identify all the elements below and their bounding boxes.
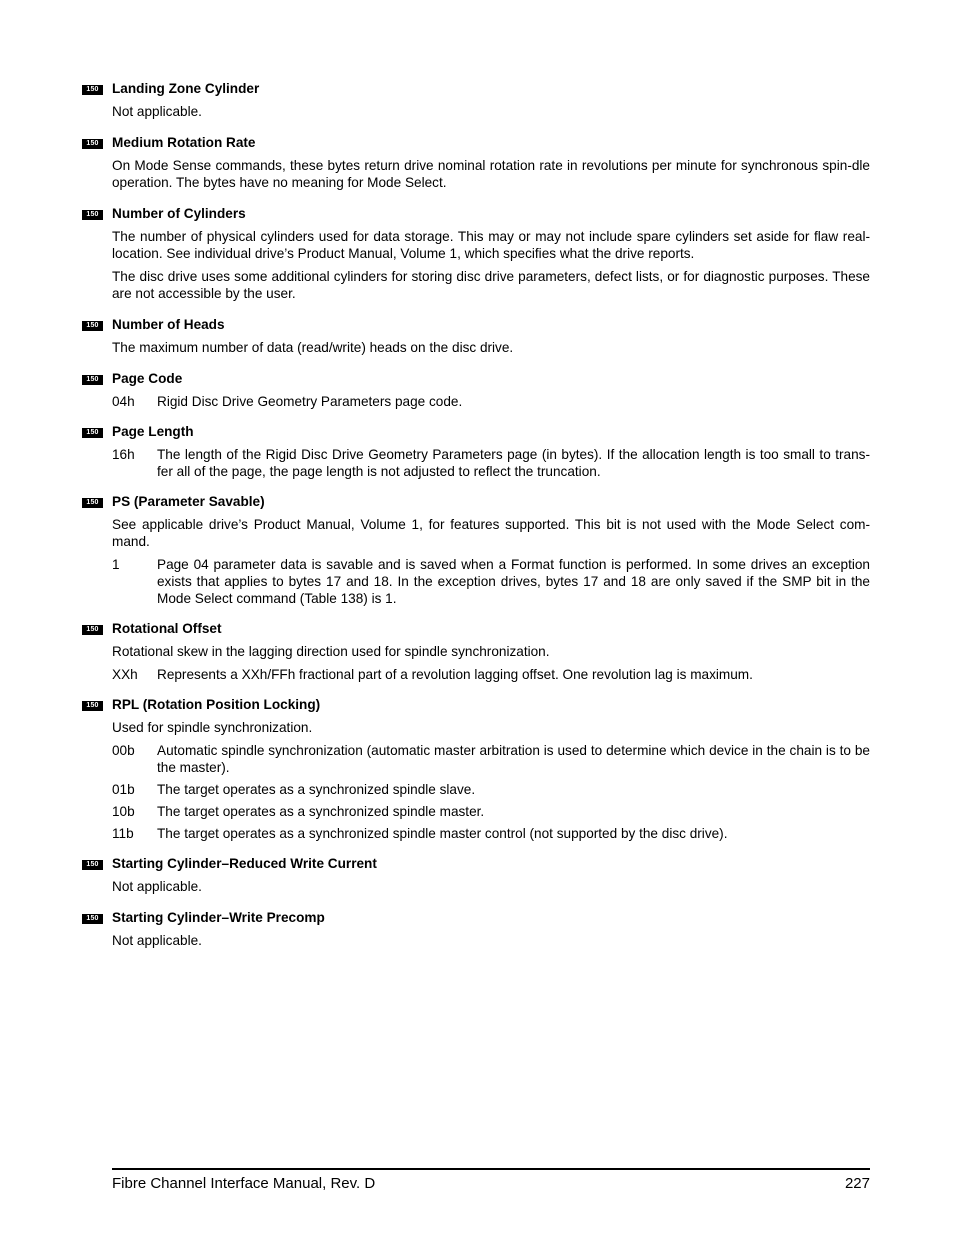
value-description: Rigid Disc Drive Geometry Parameters page code.: [157, 394, 463, 409]
page-number: 227: [844, 1175, 870, 1192]
scsi-version-badge: 150: [82, 860, 103, 870]
value-row: [112, 825, 870, 842]
footer-rule: [112, 1168, 870, 1170]
section-header: [0, 423, 954, 440]
value-description: Represents a XXh/FFh fractional part of a revolution lagging offset. One revolution lag is maximum.: [157, 667, 753, 682]
scsi-version-badge: 150: [82, 625, 103, 635]
scsi-version-badge: 150: [82, 428, 103, 438]
section-header: [0, 620, 954, 637]
footer-title: Fibre Channel Interface Manual, Rev. D: [112, 1175, 376, 1192]
paragraph: The number of physical cylinders used for data storage. This may or may not include spare cylinders set aside for flaw real-location. See individual drive’s Product Manual, Volume 1, which specifies what the drive reports.: [112, 229, 870, 261]
value-code: 11b: [112, 826, 134, 841]
section: [0, 80, 954, 134]
value-description: Page 04 parameter data is savable and is saved when a Format function is performed. In some drives an exception exists that applies to bytes 17 and 18. In the exception drives, bytes 17 and 18 are only saved if the SMP bit in the Mode Select command (Table 138) is 1.: [157, 557, 870, 606]
section-title: Starting Cylinder–Reduced Write Current: [112, 856, 377, 871]
scsi-version-badge: 150: [82, 914, 103, 924]
value-row: [112, 393, 870, 410]
section-header: [0, 909, 954, 926]
section-header: [0, 80, 954, 97]
value-description: The length of the Rigid Disc Drive Geometry Parameters page (in bytes). If the allocation length is too small to trans-fer all of the page, the page length is not adjusted to reflect the truncation.: [157, 447, 870, 479]
section: [0, 696, 954, 855]
paragraph: Not applicable.: [112, 933, 202, 948]
value-description: The target operates as a synchronized spindle slave.: [157, 782, 476, 797]
section-title: PS (Parameter Savable): [112, 494, 265, 509]
section-header: [0, 855, 954, 872]
paragraph: Used for spindle synchronization.: [112, 720, 313, 735]
section: [0, 316, 954, 370]
value-code: 01b: [112, 782, 135, 797]
value-row: [112, 742, 870, 776]
section-header: [0, 493, 954, 510]
section-header: [0, 316, 954, 333]
scsi-version-badge: 150: [82, 85, 103, 95]
scsi-version-badge: 150: [82, 498, 103, 508]
paragraph: Not applicable.: [112, 104, 202, 119]
section-title: Medium Rotation Rate: [112, 135, 256, 150]
value-code: 10b: [112, 804, 135, 819]
section-header: [0, 205, 954, 222]
value-row: [112, 556, 870, 607]
value-description: Automatic spindle synchronization (automatic master arbitration is used to determine which device in the chain is to be the master).: [157, 743, 870, 775]
section: [0, 205, 954, 316]
section-header: [0, 134, 954, 151]
section-title: Page Length: [112, 424, 194, 439]
value-row: [112, 781, 870, 798]
document-body: [0, 80, 954, 963]
section-title: Starting Cylinder–Write Precomp: [112, 910, 325, 925]
scsi-version-badge: 150: [82, 375, 103, 385]
section-title: RPL (Rotation Position Locking): [112, 697, 321, 712]
section-title: Page Code: [112, 371, 183, 386]
section-title: Number of Cylinders: [112, 206, 246, 221]
paragraph: Not applicable.: [112, 879, 202, 894]
section: [0, 493, 954, 620]
paragraph: See applicable drive’s Product Manual, Volume 1, for features supported. This bit is not used with the Mode Select com-mand.: [112, 517, 870, 549]
value-code: 1: [112, 557, 120, 572]
paragraph: Rotational skew in the lagging direction used for spindle synchronization.: [112, 644, 550, 659]
section: [0, 620, 954, 696]
paragraph: The maximum number of data (read/write) heads on the disc drive.: [112, 340, 514, 355]
value-code: XXh: [112, 667, 138, 682]
paragraph: The disc drive uses some additional cylinders for storing disc drive parameters, defect lists, or for diagnostic purposes. These are not accessible by the user.: [112, 269, 870, 301]
value-code: 16h: [112, 447, 135, 462]
section-header: [0, 370, 954, 387]
section: [0, 909, 954, 963]
value-description: The target operates as a synchronized spindle master.: [157, 804, 485, 819]
value-row: [112, 666, 870, 683]
value-code: 00b: [112, 743, 135, 758]
section: [0, 423, 954, 493]
scsi-version-badge: 150: [82, 139, 103, 149]
scsi-version-badge: 150: [82, 210, 103, 220]
section: [0, 134, 954, 205]
value-code: 04h: [112, 394, 135, 409]
scsi-version-badge: 150: [82, 701, 103, 711]
section-title: Landing Zone Cylinder: [112, 81, 260, 96]
section: [0, 855, 954, 909]
scsi-version-badge: 150: [82, 321, 103, 331]
value-row: [112, 803, 870, 820]
value-row: [112, 446, 870, 480]
value-description: The target operates as a synchronized spindle master control (not supported by the disc drive).: [157, 826, 728, 841]
paragraph: On Mode Sense commands, these bytes return drive nominal rotation rate in revolutions per minute for synchronous spin-dle operation. The bytes have no meaning for Mode Select.: [112, 158, 870, 190]
section: [0, 370, 954, 423]
section-title: Rotational Offset: [112, 621, 222, 636]
section-header: [0, 696, 954, 713]
section-title: Number of Heads: [112, 317, 225, 332]
